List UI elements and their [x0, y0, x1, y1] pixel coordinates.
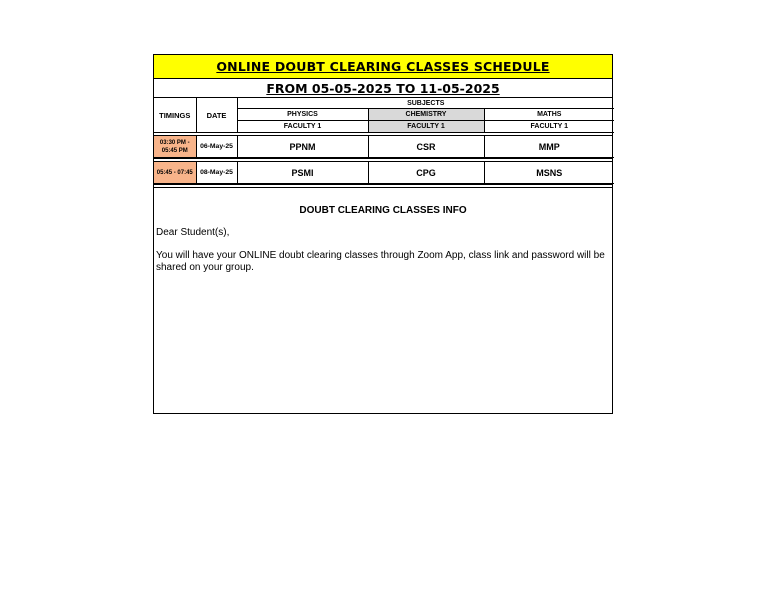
subject-maths: MATHS — [484, 109, 614, 121]
timing-cell: 05:45 - 07:45 — [154, 162, 196, 184]
info-title: DOUBT CLEARING CLASSES INFO — [299, 205, 467, 216]
date-header: DATE — [196, 98, 237, 133]
schedule-sheet — [153, 54, 613, 414]
schedule-row-table — [154, 162, 614, 184]
physics-cell: PPNM — [237, 136, 368, 158]
faculty-physics: FACULTY 1 — [237, 121, 368, 133]
table-row — [154, 162, 614, 184]
faculty-chemistry: FACULTY 1 — [368, 121, 484, 133]
maths-cell: MMP — [484, 136, 614, 158]
date-range: FROM 05-05-2025 TO 11-05-2025 — [154, 79, 612, 98]
greeting-text: Dear Student(s), — [156, 227, 230, 238]
subject-physics: PHYSICS — [237, 109, 368, 121]
timing-cell: 03:30 PM - 05:45 PM — [154, 136, 196, 158]
maths-cell: MSNS — [484, 162, 614, 184]
table-row — [154, 136, 614, 158]
date-cell: 06-May-25 — [196, 136, 237, 158]
divider — [154, 184, 612, 188]
subjects-header: SUBJECTS — [237, 98, 614, 109]
chemistry-cell: CSR — [368, 136, 484, 158]
chemistry-cell: CPG — [368, 162, 484, 184]
schedule-title: ONLINE DOUBT CLEARING CLASSES SCHEDULE — [154, 55, 612, 79]
date-cell: 08-May-25 — [196, 162, 237, 184]
header-table — [154, 98, 614, 133]
physics-cell: PSMI — [237, 162, 368, 184]
faculty-maths: FACULTY 1 — [484, 121, 614, 133]
info-message: You will have your ONLINE doubt clearing classes through Zoom App, class link and password will be shared on your group. — [156, 250, 605, 273]
schedule-row-table — [154, 136, 614, 158]
subject-chemistry: CHEMISTRY — [368, 109, 484, 121]
timings-header: TIMINGS — [154, 98, 196, 133]
